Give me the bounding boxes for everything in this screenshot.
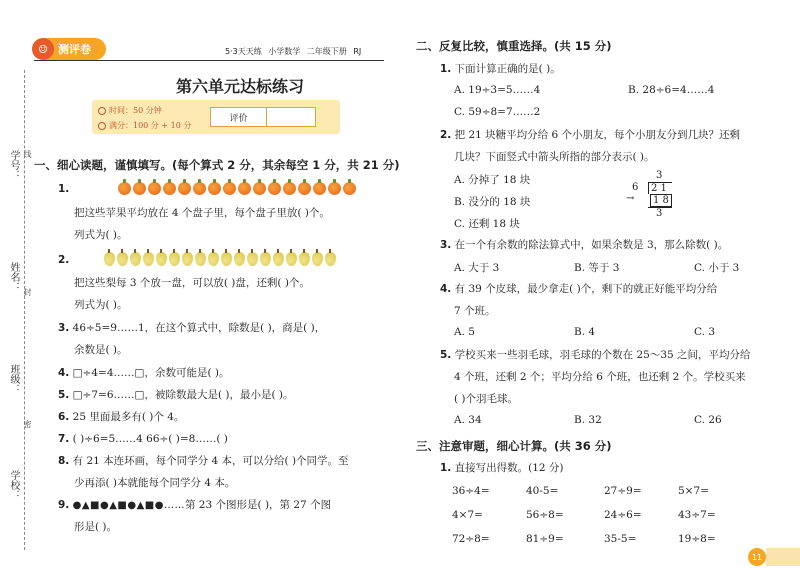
pear-icon: [286, 252, 297, 266]
binding-tick-seal: 封: [23, 288, 32, 296]
pear-icon: [234, 252, 245, 266]
s1-q9: 9. ●▲■●▲■●▲■●……第 23 个图形是( )，第 27 个图: [58, 499, 332, 511]
calc-cell: 72÷8=: [452, 533, 490, 545]
s1-q1-formula: 列式为( )。: [74, 229, 128, 241]
logo-text: 测评卷: [58, 43, 91, 56]
calc-cell: 5×7=: [678, 485, 709, 497]
binding-dashed-line: [24, 70, 25, 550]
div-dividend: 2 1: [648, 182, 672, 194]
s1-q3: 3. 46÷5=9……1，在这个算式中，除数是( )，商是( )，: [58, 322, 326, 334]
calc-cell: 35-5=: [604, 533, 637, 545]
apple-icon: [328, 182, 341, 195]
pear-icon: [143, 252, 154, 266]
pear-icon: [130, 252, 141, 266]
s1-q2-number: 2.: [58, 254, 70, 266]
pear-icon: [299, 252, 310, 266]
s1-q1-number: 1.: [58, 183, 70, 195]
s2-q1-option-a[interactable]: A. 19÷3=5……4: [454, 84, 541, 96]
pear-icon: [208, 252, 219, 266]
time-limit: 时间：50 分钟: [109, 106, 162, 115]
pear-icon: [182, 252, 193, 266]
pear-icon: [195, 252, 206, 266]
s2-q3-option-a[interactable]: A. 大于 3: [454, 262, 500, 274]
series-info: 5·3天天练 小学数学 二年级下册 RJ: [225, 47, 362, 56]
s2-q5-option-c[interactable]: C. 26: [694, 414, 722, 426]
page-title: 第六单元达标练习: [175, 77, 304, 96]
calc-cell: 24÷6=: [604, 509, 642, 521]
s1-q5: 5. □÷7=6……□，被除数最大是( )，最小是( )。: [58, 389, 294, 401]
calc-cell: 43÷7=: [678, 509, 716, 521]
s1-q9-cont: 形是( )。: [74, 521, 118, 533]
calc-cell: 56÷8=: [526, 509, 564, 521]
apple-icon: [208, 182, 221, 195]
s1-q4: 4. □÷4=4……□，余数可能是( )。: [58, 367, 230, 379]
s2-q2-option-a[interactable]: A. 分掉了 18 块: [454, 174, 531, 186]
pear-icon: [156, 252, 167, 266]
shape-sequence: ●▲■●▲■●▲■●……: [72, 500, 185, 511]
s1-q8: 8. 有 21 本连环画，每个同学分 4 本，可以分给( )个同学。至: [58, 455, 349, 467]
s1-q3-cont: 余数是( )。: [74, 344, 128, 356]
apple-icon: [163, 182, 176, 195]
section3-title: 三、注意审题，细心计算。(共 36 分): [416, 439, 612, 453]
full-score: 满分：100 分 + 10 分: [109, 121, 192, 130]
apple-icon: [178, 182, 191, 195]
s2-q5-cont2: ( )个羽毛球。: [454, 393, 519, 405]
div-remainder: 3: [648, 207, 672, 219]
header-divider: [34, 60, 384, 61]
s2-q3: 3. 在一个有余数的除法算式中，如果余数是 3，那么除数( )。: [440, 239, 729, 251]
s1-q7: 7. ( )÷6=5……4 66÷( )=8……( ): [58, 433, 228, 445]
page-number: 11: [748, 548, 766, 566]
apples-picture: [118, 182, 356, 195]
div-quotient: 3: [656, 170, 663, 181]
apple-icon: [298, 182, 311, 195]
section1-title: 一、细心读题，谨慎填写。(每个算式 2 分，其余每空 1 分，共 21 分): [34, 158, 400, 172]
section2-title: 二、反复比较，慎重选择。(共 15 分): [416, 39, 612, 53]
s2-q4: 4. 有 39 个皮球，最少拿走( )个，剩下的就正好能平均分给: [440, 283, 718, 295]
pears-picture: [104, 252, 336, 266]
calc-cell: 36÷4=: [452, 485, 490, 497]
s1-q2-text: 把这些梨每 3 个放一盘，可以放( )盘，还剩( )个。: [74, 277, 310, 289]
s1-q6: 6. 25 里面最多有( )个 4。: [58, 411, 185, 423]
div-product: 1 8: [650, 194, 672, 207]
s2-q3-option-b[interactable]: B. 等于 3: [574, 262, 620, 274]
long-division: [626, 170, 674, 220]
student-id-label: 学号：: [8, 150, 19, 180]
apple-icon: [148, 182, 161, 195]
s2-q3-option-c[interactable]: C. 小于 3: [694, 262, 740, 274]
apple-icon: [238, 182, 251, 195]
calc-cell: 81÷9=: [526, 533, 564, 545]
apple-icon: [283, 182, 296, 195]
class-label: 班级：: [8, 364, 19, 394]
apple-icon: [118, 182, 131, 195]
apple-icon: [343, 182, 356, 195]
s2-q5-option-b[interactable]: B. 32: [574, 414, 602, 426]
s2-q5-cont: 4 个班，还剩 2 个；平均分给 6 个班，也还剩 2 个。学校买来: [454, 371, 746, 383]
apple-icon: [313, 182, 326, 195]
s1-q1-text: 把这些苹果平均放在 4 个盘子里，每个盘子里放( )个。: [74, 207, 330, 219]
s2-q2-option-c[interactable]: C. 还剩 18 块: [454, 218, 520, 230]
pear-icon: [247, 252, 258, 266]
calc-cell: 27÷9=: [604, 485, 642, 497]
calc-cell: 4×7=: [452, 509, 483, 521]
s1-q2-formula: 列式为( )。: [74, 299, 128, 311]
s2-q4-option-b[interactable]: B. 4: [574, 326, 596, 338]
pear-icon: [104, 252, 115, 266]
binding-tick-secret: 密: [23, 420, 32, 428]
s2-q2: 2. 把 21 块糖平均分给 6 个小朋友，每个小朋友分到几块？还剩: [440, 129, 741, 141]
apple-icon: [133, 182, 146, 195]
info-box: [92, 100, 340, 134]
pear-icon: [325, 252, 336, 266]
mascot-icon: ☺: [32, 38, 54, 60]
pear-icon: [221, 252, 232, 266]
s2-q1-option-c[interactable]: C. 59÷8=7……2: [454, 106, 541, 118]
s2-q2-option-b[interactable]: B. 没分的 18 块: [454, 196, 531, 208]
grade-box: [210, 107, 316, 127]
apple-icon: [193, 182, 206, 195]
s2-q5-option-a[interactable]: A. 34: [454, 414, 482, 426]
pear-icon: [312, 252, 323, 266]
grade-label: 评价: [211, 108, 267, 126]
school-label: 学校：: [8, 470, 19, 500]
pear-icon: [260, 252, 271, 266]
binding-tick-line: 线: [23, 150, 32, 158]
calc-cell: 19÷8=: [678, 533, 716, 545]
s2-q4-option-a[interactable]: A. 5: [454, 326, 475, 338]
apple-icon: [268, 182, 281, 195]
s2-q1-option-b[interactable]: B. 28÷6=4……4: [628, 84, 715, 96]
s2-q2-cont: 几块？下面竖式中箭头所指的部分表示( )。: [454, 151, 655, 163]
page-tab: [766, 548, 800, 566]
name-label: 姓名：: [8, 262, 19, 292]
test-paper-logo: [34, 38, 106, 60]
pear-icon: [169, 252, 180, 266]
apple-icon: [253, 182, 266, 195]
s1-q8-cont: 少再添( )本就能每个同学分 4 本。: [74, 477, 236, 489]
pear-icon: [273, 252, 284, 266]
s2-q1: 1. 下面计算正确的是( )。: [440, 63, 561, 75]
pear-icon: [117, 252, 128, 266]
apple-icon: [223, 182, 236, 195]
s2-q5: 5. 学校买来一些羽毛球，羽毛球的个数在 25～35 之间，平均分给: [440, 349, 751, 361]
div-divisor: 6: [632, 182, 639, 193]
calc-cell: 40-5=: [526, 485, 559, 497]
check-icon: [98, 122, 106, 130]
s2-q4-option-c[interactable]: C. 3: [694, 326, 716, 338]
grade-blank[interactable]: [267, 108, 315, 126]
clock-icon: [98, 107, 106, 115]
s2-q4-cont: 7 个班。: [454, 305, 496, 317]
s3-q1: 1. 直接写出得数。(12 分): [440, 462, 564, 474]
arrow-right-icon: →: [626, 193, 635, 204]
